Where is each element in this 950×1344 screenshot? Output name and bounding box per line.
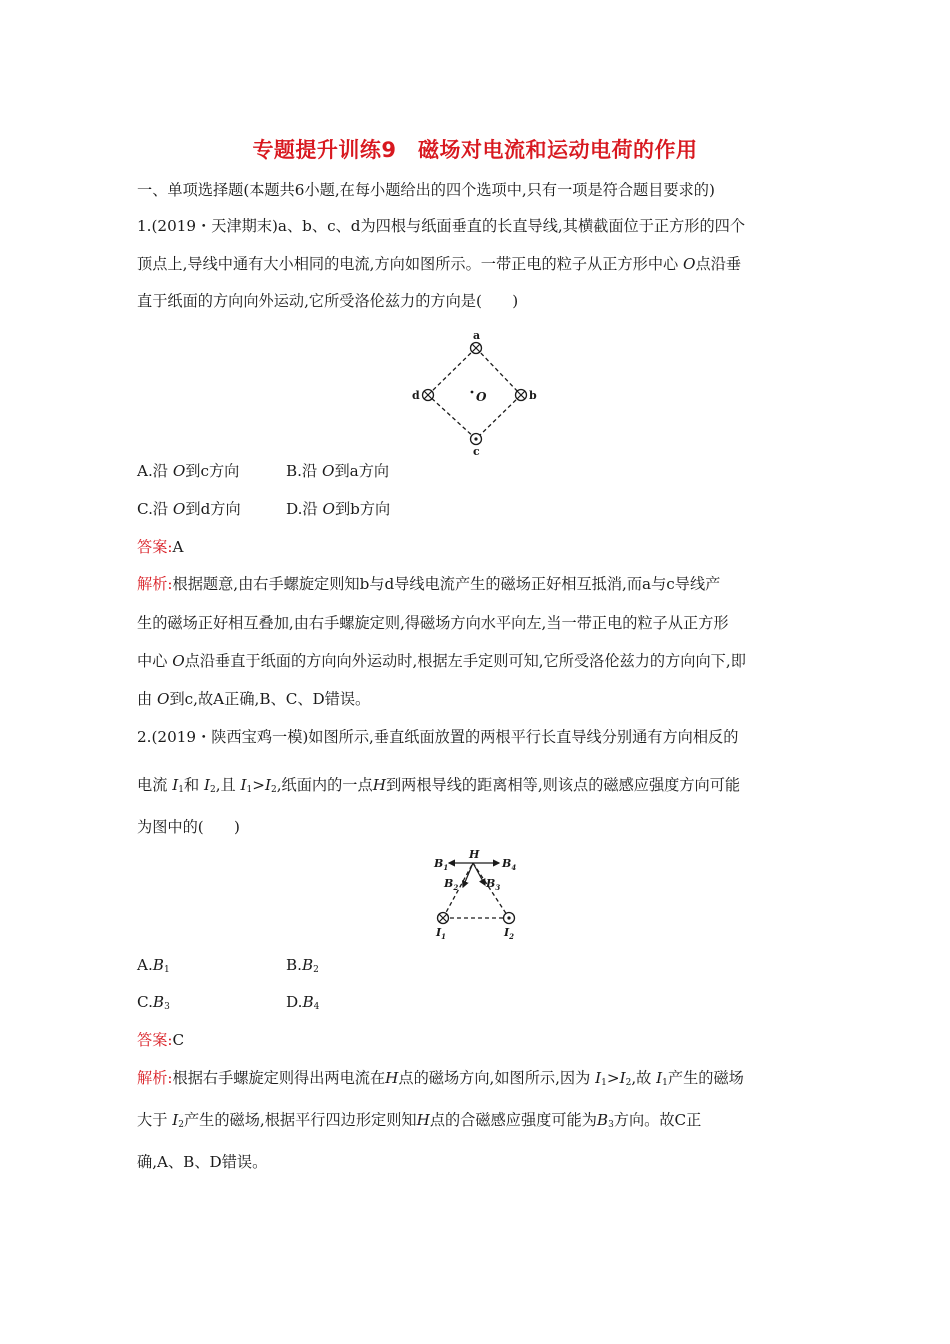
label-d: d bbox=[412, 389, 420, 402]
q1-square-wires-figure bbox=[405, 327, 545, 457]
label-b2: $B_2$ bbox=[444, 877, 459, 892]
q1-stem-line2: 顶点上,导线中通有大小相同的电流,方向如图所示。一带正电的粒子从正方形中心 O点沿垂 bbox=[137, 255, 742, 273]
q1-answer: 答案:A bbox=[137, 538, 184, 556]
q1-explanation-line2: 生的磁场正好相互叠加,由右手螺旋定则,得磁场方向水平向左,当一带正电的粒子从正方形 bbox=[137, 614, 729, 632]
wire-i2-out-of-page-icon bbox=[504, 913, 515, 924]
label-a: a bbox=[473, 329, 481, 342]
label-c: c bbox=[473, 445, 480, 458]
vector-b3-arrow bbox=[473, 863, 485, 885]
q2-explanation-line2: 大于 $I_2$产生的磁场,根据平行四边形定则知H点的合磁感应强度可能为$B_3$方向。故C正 bbox=[137, 1111, 702, 1130]
wire-a-into-page-icon bbox=[471, 343, 482, 354]
q2-option-d: $D.B_4$ bbox=[286, 993, 320, 1012]
q2-option-c: $C.B_3$ bbox=[137, 993, 170, 1012]
q1-explanation-line3: 中心 O点沿垂直于纸面的方向向外运动时,根据左手定则可知,它所受洛伦兹力的方向向下,即 bbox=[137, 652, 746, 670]
label-b1: $B_1$ bbox=[434, 857, 449, 872]
q1-stem-line3: 直于纸面的方向向外运动,它所受洛伦兹力的方向是( ) bbox=[137, 292, 519, 310]
q1-stem-line1: 1.(2019・天津期末)a、b、c、d为四根与纸面垂直的长直导线,其横截面位于正方形的四个 bbox=[137, 217, 746, 235]
label-b3: $B_3$ bbox=[486, 877, 501, 892]
q2-stem-line1: 2.(2019・陕西宝鸡一模)如图所示,垂直纸面放置的两根平行长直导线分别通有方向相反的 bbox=[137, 728, 739, 746]
q2-wires-field-figure bbox=[425, 843, 535, 943]
label-i1: $I_1$ bbox=[436, 926, 447, 941]
q2-explanation-line3: 确,A、B、D错误。 bbox=[137, 1153, 268, 1171]
q2-stem-line2: 电流 $I_1$和 $I_2$,且 $I_1>I_2$,纸面内的一点H到两根导线的距离相等,则该点的磁感应强度方向可能 bbox=[137, 776, 741, 795]
wire-i1-into-page-icon bbox=[438, 913, 449, 924]
q1-option-b: B.沿 O到a方向 bbox=[286, 462, 390, 480]
label-i2: $I_2$ bbox=[504, 926, 515, 941]
section-heading: 一、单项选择题(本题共6小题,在每小题给出的四个选项中,只有一项是符合题目要求的) bbox=[137, 181, 715, 199]
wire-c-out-of-page-icon bbox=[471, 434, 482, 445]
label-b: b bbox=[529, 389, 537, 402]
page-title: 专题提升训练9 磁场对电流和运动电荷的作用 bbox=[252, 138, 698, 162]
q1-explanation-line1: 解析:根据题意,由右手螺旋定则知b与d导线电流产生的磁场正好相互抵消,而a与c导线产 bbox=[137, 575, 721, 593]
wire-d-into-page-icon bbox=[423, 390, 434, 401]
q2-explanation-line1: 解析:根据右手螺旋定则得出两电流在H点的磁场方向,如图所示,因为 $I_1>I_2$,故 $I_1$产生的磁场 bbox=[137, 1069, 744, 1088]
q2-option-a: $A.B_1$ bbox=[137, 956, 170, 975]
vector-b2-arrow bbox=[463, 863, 473, 887]
q1-option-d: D.沿 O到b方向 bbox=[286, 500, 391, 518]
label-b4: $B_4$ bbox=[502, 857, 517, 872]
wire-b-into-page-icon bbox=[516, 390, 527, 401]
q2-option-b: $B.B_2$ bbox=[286, 956, 319, 975]
q1-option-a: A.沿 O到c方向 bbox=[137, 462, 240, 480]
label-h: H bbox=[469, 848, 480, 861]
q2-stem-line3: 为图中的( ) bbox=[137, 818, 240, 836]
label-o: O bbox=[476, 390, 487, 404]
q1-option-c: C.沿 O到d方向 bbox=[137, 500, 241, 518]
center-point-o bbox=[471, 391, 474, 394]
q1-explanation-line4: 由 O到c,故A正确,B、C、D错误。 bbox=[137, 690, 371, 708]
q2-answer: 答案:C bbox=[137, 1031, 185, 1049]
